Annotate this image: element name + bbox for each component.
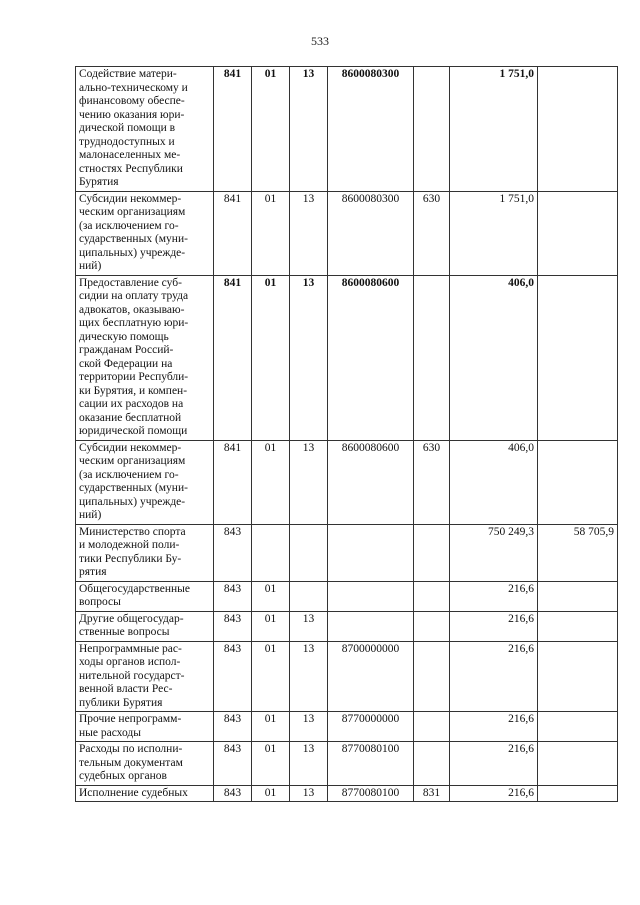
expense-type-code: 630 — [414, 440, 450, 524]
row-name: Субсидии некоммер- ческим организациям (за исключением го- сударственных (муни- ципальных) учрежде- ний) — [76, 440, 214, 524]
amount-secondary — [538, 581, 618, 611]
expense-type-code — [414, 67, 450, 192]
amount-total: 406,0 — [450, 440, 538, 524]
section-code: 01 — [252, 275, 290, 440]
section-code: 01 — [252, 712, 290, 742]
ministry-code: 843 — [214, 785, 252, 802]
row-name: Министерство спорта и молодежной поли- тики Республики Бу- рятия — [76, 524, 214, 581]
row-name: Субсидии некоммер- ческим организациям (за исключением го- сударственных (муни- ципальных) учрежде- ний) — [76, 191, 214, 275]
amount-total: 216,6 — [450, 712, 538, 742]
subsection-code — [290, 524, 328, 581]
expense-type-code — [414, 742, 450, 786]
subsection-code: 13 — [290, 191, 328, 275]
table-row — [76, 712, 618, 742]
subsection-code: 13 — [290, 712, 328, 742]
amount-secondary — [538, 712, 618, 742]
target-article-code: 8770000000 — [328, 712, 414, 742]
amount-total: 750 249,3 — [450, 524, 538, 581]
amount-secondary — [538, 67, 618, 192]
target-article-code — [328, 581, 414, 611]
subsection-code: 13 — [290, 641, 328, 712]
amount-secondary: 58 705,9 — [538, 524, 618, 581]
subsection-code: 13 — [290, 611, 328, 641]
table-row — [76, 440, 618, 524]
subsection-code: 13 — [290, 785, 328, 802]
table-row — [76, 611, 618, 641]
amount-total: 216,6 — [450, 742, 538, 786]
ministry-code: 841 — [214, 67, 252, 192]
row-name: Предоставление суб- сидии на оплату труда адвокатов, оказываю- щих бесплатную юри- дическую помощь гражданам Россий- ской Федерации на территории Республи- ки Бурятия, и компен- сации их расходов на оказание бесплатной юридической помощи — [76, 275, 214, 440]
expense-type-code — [414, 641, 450, 712]
expense-type-code — [414, 581, 450, 611]
section-code: 01 — [252, 641, 290, 712]
table-row — [76, 641, 618, 712]
subsection-code: 13 — [290, 440, 328, 524]
ministry-code: 841 — [214, 440, 252, 524]
section-code: 01 — [252, 785, 290, 802]
section-code: 01 — [252, 191, 290, 275]
target-article-code: 8600080300 — [328, 67, 414, 192]
table-row — [76, 67, 618, 192]
row-name: Расходы по исполни- тельным документам судебных органов — [76, 742, 214, 786]
amount-secondary — [538, 785, 618, 802]
target-article-code — [328, 611, 414, 641]
section-code: 01 — [252, 581, 290, 611]
section-code: 01 — [252, 67, 290, 192]
row-name: Содействие матери- ально-техническому и финансовому обеспе- чению оказания юри- дической помощи в труднодоступных и малонаселенных ме- стностях Республики Бурятия — [76, 67, 214, 192]
table-row — [76, 581, 618, 611]
ministry-code: 841 — [214, 191, 252, 275]
target-article-code: 8770080100 — [328, 785, 414, 802]
section-code: 01 — [252, 742, 290, 786]
target-article-code: 8600080300 — [328, 191, 414, 275]
expense-type-code — [414, 712, 450, 742]
table-row — [76, 524, 618, 581]
ministry-code: 843 — [214, 611, 252, 641]
amount-total: 1 751,0 — [450, 67, 538, 192]
target-article-code — [328, 524, 414, 581]
subsection-code — [290, 581, 328, 611]
amount-total: 1 751,0 — [450, 191, 538, 275]
table-row — [76, 742, 618, 786]
table-row — [76, 191, 618, 275]
amount-secondary — [538, 275, 618, 440]
amount-secondary — [538, 742, 618, 786]
row-name: Непрограммные рас- ходы органов испол- нительной государст- венной власти Рес- публики Бурятия — [76, 641, 214, 712]
amount-total: 406,0 — [450, 275, 538, 440]
ministry-code: 843 — [214, 742, 252, 786]
target-article-code: 8700000000 — [328, 641, 414, 712]
amount-total: 216,6 — [450, 785, 538, 802]
row-name: Исполнение судебных — [76, 785, 214, 802]
expense-type-code — [414, 275, 450, 440]
budget-table — [75, 66, 618, 802]
amount-total: 216,6 — [450, 581, 538, 611]
target-article-code: 8770080100 — [328, 742, 414, 786]
ministry-code: 843 — [214, 524, 252, 581]
page-number: 533 — [311, 34, 329, 48]
subsection-code: 13 — [290, 67, 328, 192]
amount-total: 216,6 — [450, 611, 538, 641]
table-row — [76, 275, 618, 440]
ministry-code: 841 — [214, 275, 252, 440]
expense-type-code: 831 — [414, 785, 450, 802]
row-name: Другие общегосудар- ственные вопросы — [76, 611, 214, 641]
section-code — [252, 524, 290, 581]
amount-secondary — [538, 611, 618, 641]
row-name: Прочие непрограмм- ные расходы — [76, 712, 214, 742]
ministry-code: 843 — [214, 581, 252, 611]
expense-type-code — [414, 524, 450, 581]
section-code: 01 — [252, 611, 290, 641]
subsection-code: 13 — [290, 742, 328, 786]
subsection-code: 13 — [290, 275, 328, 440]
table-row — [76, 785, 618, 802]
ministry-code: 843 — [214, 641, 252, 712]
row-name: Общегосударственные вопросы — [76, 581, 214, 611]
amount-secondary — [538, 191, 618, 275]
section-code: 01 — [252, 440, 290, 524]
ministry-code: 843 — [214, 712, 252, 742]
target-article-code: 8600080600 — [328, 440, 414, 524]
target-article-code: 8600080600 — [328, 275, 414, 440]
amount-secondary — [538, 440, 618, 524]
amount-secondary — [538, 641, 618, 712]
expense-type-code: 630 — [414, 191, 450, 275]
expense-type-code — [414, 611, 450, 641]
amount-total: 216,6 — [450, 641, 538, 712]
